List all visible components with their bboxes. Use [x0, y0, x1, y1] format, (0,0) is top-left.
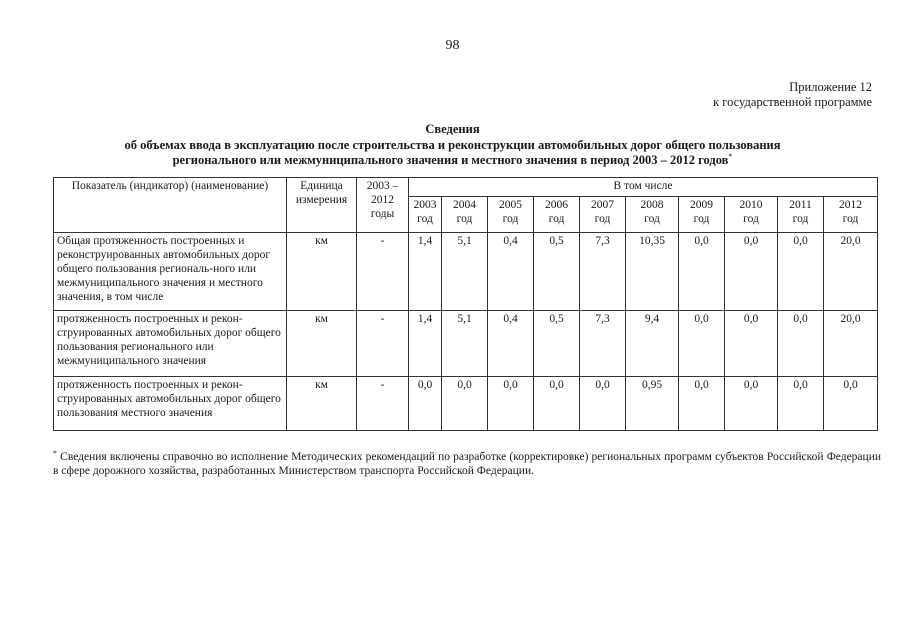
header-year-2010 [725, 197, 778, 233]
value-cell-2010: 0,0 [725, 377, 778, 431]
value-cell-2009: 0,0 [679, 377, 725, 431]
header-year-2006 [534, 197, 580, 233]
indicator-cell: Общая протяженность построенных и реконструированных автомобильных дорог общего пользования региональ-ного или межмуниципального значения и местного значения, в том числе [54, 233, 287, 311]
value-cell-2004: 0,0 [442, 377, 488, 431]
header-year-2003 [409, 197, 442, 233]
header-year-2012 [824, 197, 878, 233]
unit-cell: км [287, 233, 357, 311]
value-cell-2005: 0,4 [488, 311, 534, 377]
value-cell-2010: 0,0 [725, 233, 778, 311]
value-cell-2012: 20,0 [824, 233, 878, 311]
period-total-cell: - [357, 377, 409, 431]
unit-cell: км [287, 377, 357, 431]
value-cell-2008: 0,95 [626, 377, 679, 431]
header-year-2009 [679, 197, 725, 233]
header-year-suffix: год [743, 213, 759, 225]
header-year-2007 [580, 197, 626, 233]
header-year-suffix: год [693, 213, 710, 225]
header-year-suffix: год [502, 213, 519, 225]
value-cell-2005: 0,4 [488, 233, 534, 311]
header-year-label: 2004 [453, 199, 476, 211]
value-cell-2007: 7,3 [580, 233, 626, 311]
title-line-2: регионального или межмуниципального значения и местного значения в период 2003 – 2012 годов [172, 153, 729, 167]
value-cell-2009: 0,0 [679, 311, 725, 377]
header-period: 2003 – 2012 годы [357, 178, 409, 233]
value-cell-2012: 20,0 [824, 311, 878, 377]
header-year-label: 2012 [839, 199, 863, 211]
value-cell-2003: 0,0 [409, 377, 442, 431]
road-commissioning-table [53, 177, 878, 431]
value-cell-2003: 1,4 [409, 311, 442, 377]
footnote-marker: * [53, 449, 57, 458]
header-year-2008 [626, 197, 679, 233]
document-title [40, 122, 865, 169]
table-row [54, 377, 878, 431]
title-footnote-marker: * [728, 152, 733, 161]
header-year-label: 2008 [640, 199, 664, 211]
value-cell-2004: 5,1 [442, 311, 488, 377]
value-cell-2012: 0,0 [824, 377, 878, 431]
table-body [54, 233, 878, 431]
header-including: В том числе [409, 178, 878, 197]
title-line-1: об объемах ввода в эксплуатацию после строительства и реконструкции автомобильных дорог общего пользования [124, 137, 781, 152]
period-total-cell: - [357, 233, 409, 311]
header-year-label: 2006 [545, 199, 568, 211]
value-cell-2011: 0,0 [778, 233, 824, 311]
header-year-suffix: год [456, 213, 473, 225]
value-cell-2008: 10,35 [626, 233, 679, 311]
header-unit: Единица измерения [287, 178, 357, 233]
value-cell-2011: 0,0 [778, 311, 824, 377]
title-heading: Сведения [425, 122, 480, 136]
page-number: 98 [445, 38, 460, 53]
footnote-text: Сведения включены справочно во исполнение Методических рекомендаций по разработке (корректировке) региональных программ субъектов Российской Федерации в сфере дорожного хозяйства, разработанных Министерством транспорта Российской Федерации. [53, 451, 882, 477]
header-year-label: 2011 [789, 199, 812, 211]
value-cell-2007: 7,3 [580, 311, 626, 377]
header-year-label: 2003 [413, 199, 437, 211]
header-year-2011 [778, 197, 824, 233]
appendix-line-2: к государственной программе [713, 95, 872, 109]
value-cell-2008: 9,4 [626, 311, 679, 377]
header-year-2005 [488, 197, 534, 233]
value-cell-2009: 0,0 [679, 233, 725, 311]
header-year-label: 2009 [690, 199, 713, 211]
header-indicator: Показатель (индикатор) (наименование) [54, 178, 287, 233]
value-cell-2004: 5,1 [442, 233, 488, 311]
header-row-1 [54, 178, 878, 197]
appendix-line-1: Приложение 12 [789, 80, 872, 94]
value-cell-2005: 0,0 [488, 377, 534, 431]
period-total-cell: - [357, 311, 409, 377]
value-cell-2010: 0,0 [725, 311, 778, 377]
header-year-suffix: год [594, 213, 611, 225]
value-cell-2006: 0,5 [534, 233, 580, 311]
indicator-cell: протяженность построенных и рекон-струированных автомобильных дорог общего пользования регионального или межмуниципального значения [54, 311, 287, 377]
value-cell-2006: 0,5 [534, 311, 580, 377]
header-year-label: 2005 [499, 199, 522, 211]
indicator-cell: протяженность построенных и рекон-струированных автомобильных дорог общего пользования местного значения [54, 377, 287, 431]
value-cell-2007: 0,0 [580, 377, 626, 431]
header-year-suffix: год [792, 213, 809, 225]
header-year-label: 2007 [591, 199, 614, 211]
header-year-suffix: год [842, 213, 859, 225]
unit-cell: км [287, 311, 357, 377]
header-year-label: 2010 [739, 199, 763, 211]
table-row [54, 311, 878, 377]
title-line-2-wrap [40, 153, 865, 169]
value-cell-2011: 0,0 [778, 377, 824, 431]
header-year-suffix: год [417, 213, 433, 225]
value-cell-2006: 0,0 [534, 377, 580, 431]
appendix-note [713, 80, 872, 110]
header-year-suffix: год [548, 213, 565, 225]
value-cell-2003: 1,4 [409, 233, 442, 311]
header-year-2004 [442, 197, 488, 233]
table-row [54, 233, 878, 311]
header-year-suffix: год [644, 213, 660, 225]
footnote [53, 450, 881, 478]
